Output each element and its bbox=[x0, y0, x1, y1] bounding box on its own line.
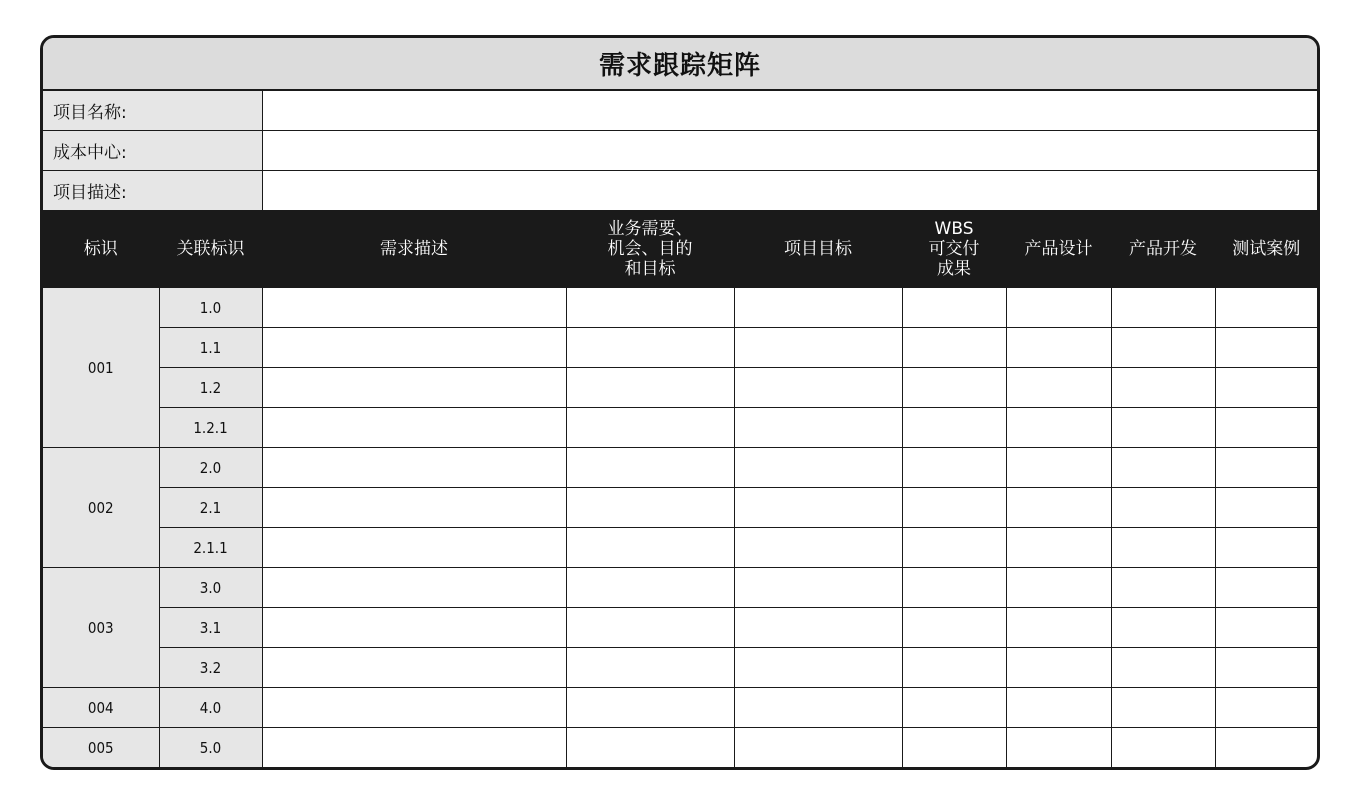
matrix-cell[interactable] bbox=[902, 328, 1006, 368]
matrix-cell[interactable] bbox=[902, 448, 1006, 488]
matrix-cell[interactable] bbox=[1006, 648, 1111, 688]
matrix-cell[interactable] bbox=[1111, 528, 1215, 568]
related-id: 2.1 bbox=[159, 488, 262, 528]
related-id: 3.1 bbox=[159, 608, 262, 648]
matrix-cell[interactable] bbox=[902, 648, 1006, 688]
matrix-cell[interactable] bbox=[1006, 568, 1111, 608]
matrix-cell[interactable] bbox=[734, 568, 902, 608]
matrix-cell[interactable] bbox=[1006, 408, 1111, 448]
table-row bbox=[43, 328, 1317, 368]
matrix-cell[interactable] bbox=[902, 408, 1006, 448]
matrix-cell[interactable] bbox=[902, 728, 1006, 768]
matrix-cell[interactable] bbox=[566, 408, 734, 448]
table-row bbox=[43, 608, 1317, 648]
table-row bbox=[43, 288, 1317, 328]
requirements-matrix-sheet bbox=[40, 35, 1320, 770]
matrix-cell[interactable] bbox=[566, 488, 734, 528]
matrix-cell[interactable] bbox=[1215, 408, 1317, 448]
related-id: 2.1.1 bbox=[159, 528, 262, 568]
matrix-cell[interactable] bbox=[1006, 288, 1111, 328]
matrix-cell[interactable] bbox=[1215, 728, 1317, 768]
column-header-line: WBS bbox=[934, 219, 974, 239]
related-id: 4.0 bbox=[159, 688, 262, 728]
column-header bbox=[734, 211, 902, 288]
related-id: 5.0 bbox=[159, 728, 262, 768]
matrix-cell[interactable] bbox=[902, 488, 1006, 528]
matrix-cell[interactable] bbox=[1111, 408, 1215, 448]
table-row bbox=[43, 528, 1317, 568]
page-title: 需求跟踪矩阵 bbox=[43, 38, 1317, 91]
info-value-field[interactable] bbox=[262, 171, 1317, 211]
matrix-cell[interactable] bbox=[1006, 448, 1111, 488]
matrix-cell[interactable] bbox=[1215, 328, 1317, 368]
matrix-cell[interactable] bbox=[262, 568, 566, 608]
matrix-table bbox=[43, 91, 1317, 767]
matrix-cell[interactable] bbox=[262, 448, 566, 488]
info-label: 项目名称: bbox=[43, 91, 262, 131]
table-row bbox=[43, 488, 1317, 528]
info-row bbox=[43, 171, 1317, 211]
matrix-cell[interactable] bbox=[1215, 368, 1317, 408]
column-header-line: 和目标 bbox=[624, 259, 676, 279]
matrix-cell[interactable] bbox=[734, 368, 902, 408]
matrix-cell[interactable] bbox=[1215, 448, 1317, 488]
matrix-cell[interactable] bbox=[262, 648, 566, 688]
matrix-cell[interactable] bbox=[1215, 648, 1317, 688]
column-header-line: 关联标识 bbox=[176, 239, 245, 259]
matrix-cell[interactable] bbox=[1006, 688, 1111, 728]
matrix-cell[interactable] bbox=[1111, 728, 1215, 768]
requirement-id: 003 bbox=[43, 568, 159, 688]
table-row bbox=[43, 568, 1317, 608]
info-row bbox=[43, 91, 1317, 131]
matrix-cell[interactable] bbox=[1111, 608, 1215, 648]
matrix-cell[interactable] bbox=[262, 728, 566, 768]
matrix-cell[interactable] bbox=[902, 568, 1006, 608]
column-header bbox=[1006, 211, 1111, 288]
matrix-cell[interactable] bbox=[734, 528, 902, 568]
matrix-cell[interactable] bbox=[734, 648, 902, 688]
matrix-cell[interactable] bbox=[734, 408, 902, 448]
matrix-cell[interactable] bbox=[1111, 688, 1215, 728]
matrix-cell[interactable] bbox=[1215, 528, 1317, 568]
matrix-cell[interactable] bbox=[262, 408, 566, 448]
matrix-cell[interactable] bbox=[1215, 488, 1317, 528]
matrix-cell[interactable] bbox=[262, 368, 566, 408]
column-header-line: 需求描述 bbox=[380, 239, 449, 259]
matrix-cell[interactable] bbox=[902, 608, 1006, 648]
column-header-line: 成果 bbox=[937, 259, 972, 279]
matrix-cell[interactable] bbox=[1006, 488, 1111, 528]
matrix-cell[interactable] bbox=[1215, 568, 1317, 608]
requirement-id: 005 bbox=[43, 728, 159, 768]
matrix-cell[interactable] bbox=[1111, 288, 1215, 328]
related-id: 1.2.1 bbox=[159, 408, 262, 448]
column-header-line: 机会、目的 bbox=[607, 239, 693, 259]
column-header bbox=[1111, 211, 1215, 288]
matrix-cell[interactable] bbox=[1006, 328, 1111, 368]
table-row bbox=[43, 448, 1317, 488]
matrix-cell[interactable] bbox=[1006, 608, 1111, 648]
column-header-line: 项目目标 bbox=[784, 239, 853, 259]
matrix-cell[interactable] bbox=[1215, 608, 1317, 648]
matrix-cell[interactable] bbox=[902, 368, 1006, 408]
matrix-cell[interactable] bbox=[262, 328, 566, 368]
requirement-id: 004 bbox=[43, 688, 159, 728]
matrix-cell[interactable] bbox=[566, 688, 734, 728]
column-header-line: 产品设计 bbox=[1024, 239, 1093, 259]
matrix-cell[interactable] bbox=[1006, 368, 1111, 408]
matrix-cell[interactable] bbox=[734, 288, 902, 328]
column-header bbox=[43, 211, 159, 288]
column-header-line: 产品开发 bbox=[1129, 239, 1198, 259]
info-label: 项目描述: bbox=[43, 171, 262, 211]
matrix-cell[interactable] bbox=[1006, 728, 1111, 768]
requirement-id: 001 bbox=[43, 288, 159, 448]
matrix-cell[interactable] bbox=[262, 528, 566, 568]
related-id: 1.2 bbox=[159, 368, 262, 408]
related-id: 3.2 bbox=[159, 648, 262, 688]
related-id: 3.0 bbox=[159, 568, 262, 608]
matrix-cell[interactable] bbox=[734, 688, 902, 728]
matrix-cell[interactable] bbox=[566, 288, 734, 328]
table-row bbox=[43, 368, 1317, 408]
matrix-cell[interactable] bbox=[902, 288, 1006, 328]
matrix-cell[interactable] bbox=[734, 448, 902, 488]
column-header bbox=[262, 211, 566, 288]
table-row bbox=[43, 408, 1317, 448]
column-header bbox=[566, 211, 734, 288]
column-header-line: 可交付 bbox=[928, 239, 980, 259]
column-header bbox=[1215, 211, 1317, 288]
column-header-line: 标识 bbox=[83, 239, 118, 259]
matrix-cell[interactable] bbox=[734, 608, 902, 648]
related-id: 1.1 bbox=[159, 328, 262, 368]
matrix-cell[interactable] bbox=[262, 488, 566, 528]
matrix-cell[interactable] bbox=[262, 688, 566, 728]
matrix-cell[interactable] bbox=[1215, 288, 1317, 328]
matrix-cell[interactable] bbox=[566, 568, 734, 608]
table-row bbox=[43, 648, 1317, 688]
column-header-line: 测试案例 bbox=[1232, 239, 1301, 259]
table-row bbox=[43, 688, 1317, 728]
column-header bbox=[159, 211, 262, 288]
matrix-cell[interactable] bbox=[566, 448, 734, 488]
matrix-cell[interactable] bbox=[1111, 648, 1215, 688]
column-header bbox=[902, 211, 1006, 288]
matrix-cell[interactable] bbox=[262, 608, 566, 648]
info-label: 成本中心: bbox=[43, 131, 262, 171]
matrix-cell[interactable] bbox=[902, 688, 1006, 728]
requirement-id: 002 bbox=[43, 448, 159, 568]
matrix-cell[interactable] bbox=[1111, 328, 1215, 368]
related-id: 2.0 bbox=[159, 448, 262, 488]
matrix-cell[interactable] bbox=[566, 728, 734, 768]
matrix-cell[interactable] bbox=[734, 328, 902, 368]
matrix-cell[interactable] bbox=[1111, 488, 1215, 528]
matrix-cell[interactable] bbox=[566, 328, 734, 368]
matrix-cell[interactable] bbox=[566, 368, 734, 408]
matrix-cell[interactable] bbox=[566, 528, 734, 568]
info-value-field[interactable] bbox=[262, 91, 1317, 131]
matrix-cell[interactable] bbox=[262, 288, 566, 328]
matrix-cell[interactable] bbox=[734, 728, 902, 768]
related-id: 1.0 bbox=[159, 288, 262, 328]
matrix-cell[interactable] bbox=[902, 528, 1006, 568]
column-header-line: 业务需要、 bbox=[607, 219, 693, 239]
info-row bbox=[43, 131, 1317, 171]
matrix-cell[interactable] bbox=[1006, 528, 1111, 568]
table-row bbox=[43, 728, 1317, 768]
column-header-row bbox=[43, 211, 1317, 288]
matrix-cell[interactable] bbox=[566, 648, 734, 688]
matrix-cell[interactable] bbox=[734, 488, 902, 528]
matrix-cell[interactable] bbox=[566, 608, 734, 648]
info-value-field[interactable] bbox=[262, 131, 1317, 171]
matrix-cell[interactable] bbox=[1111, 368, 1215, 408]
matrix-cell[interactable] bbox=[1215, 688, 1317, 728]
matrix-cell[interactable] bbox=[1111, 448, 1215, 488]
matrix-cell[interactable] bbox=[1111, 568, 1215, 608]
